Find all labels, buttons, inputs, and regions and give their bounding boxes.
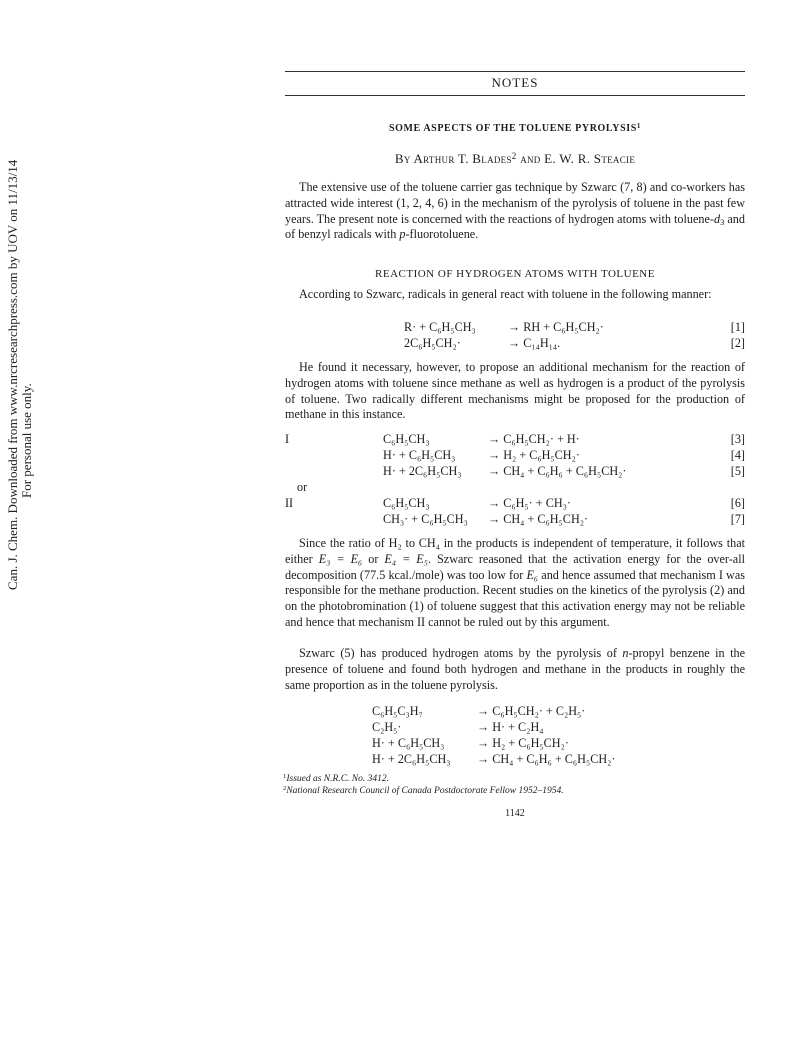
mech1-row3-number: [5] [730,464,745,478]
author-by: By [394,151,414,166]
p4-e2: E₄ = E₅ [384,551,428,566]
eq2-number: [2] [730,336,745,350]
eq1-number: [1] [730,320,745,334]
eq1-left: R· + C₆H₅CH₃ [404,320,476,334]
footnote-2 [283,785,564,797]
p4-text-b: . Szwarc reasoned that the activation energy for the over-all decomposition (77.5 kcal./mole) was too low for [285,551,745,582]
mech3-row4-right: → CH₄ + C₆H₆ + C₆H₅CH₂· [477,752,616,766]
mechanism-1-label: I [285,432,290,446]
mechanism-2-label: II [285,496,294,510]
intro-d: d [713,211,721,226]
paragraph-3 [285,360,745,423]
mech1-row1-left: C₆H₅CH₃ [383,432,430,446]
mech1-row2-right: → H₂ + C₆H₅CH₂· [488,448,580,462]
mech2-row1-right: → C₆H₅· + CH₃· [488,496,571,510]
mech3-row4-left: H· + 2C₆H₅CH₃ [372,752,451,766]
mech2-row2-right: → CH₄ + C₆H₅CH₂· [488,512,589,526]
mech2-row1-number: [6] [730,496,745,510]
mech1-row3-left: H· + 2C₆H₅CH₃ [383,464,462,478]
p5-text-a: Szwarc (5) has produced hydrogen atoms by the pyrolysis of [299,646,623,660]
download-stamp-line2: For personal use only. [19,383,34,498]
header-rule-bottom [285,95,745,96]
paragraph-2-text: According to Szwarc, radicals in general react with toluene in the following manner: [299,287,712,301]
eq2-left: 2C₆H₅CH₂· [404,336,461,350]
mech1-row2-left: H· + C₆H₅CH₃ [383,448,456,462]
paragraph-5 [285,646,745,693]
p4-e3: E₆ [526,567,539,582]
mech1-row1-right: → C₆H₅CH₂· + H· [488,432,580,446]
page-number: 1142 [505,808,525,819]
p5-n: n [622,646,629,660]
mech2-row1-left: C₆H₅CH₃ [383,496,430,510]
article-authors [285,151,745,167]
footnote-1-mark: 1 [283,773,287,781]
mech2-row2-number: [7] [730,512,745,526]
author-and: and [516,151,545,166]
title-footnote-ref: 1 [636,121,642,130]
paragraph-4 [285,536,745,631]
paragraph-2 [285,287,745,303]
intro-text-b: and of benzyl radicals with [285,211,745,242]
download-stamp [5,159,20,591]
section-label: NOTES [491,75,539,90]
footnote-2-text: National Research Council of Canada Postdoctorate Fellow 1952–1954. [286,786,564,796]
p5-text-b: -propyl benzene in the presence of toluene and found both hydrogen and methane in the products in roughly the same proportion as in the toluene pyrolysis. [285,646,746,692]
intro-d-sub: 3 [720,216,725,227]
mech1-row2-number: [4] [730,448,745,462]
mech3-row2-left: C₂H₅· [372,720,402,734]
footnote-1 [283,773,389,785]
or-label: or [297,480,308,494]
download-stamp-line1: Can. J. Chem. Downloaded from www.nrcresearchpress.com by UOV on 11/13/14 [5,159,20,590]
intro-p: p [399,227,406,242]
author-1: Arthur T. Blades [413,151,512,166]
mech3-row3-right: → H₂ + C₆H₅CH₂· [477,736,569,750]
author-2: E. W. R. Steacie [544,151,636,166]
intro-paragraph [285,180,745,243]
mech1-row1-number: [3] [730,432,745,446]
article-title-text: SOME ASPECTS OF THE TOLUENE PYROLYSIS [388,123,637,134]
mech3-row3-left: H· + C₆H₅CH₃ [372,736,445,750]
eq2-right: → C₁₄H₁₄. [508,336,561,350]
p4-text-a: Since the ratio of H₂ to CH₄ in the products is independent of temperature, it follows that either [285,536,745,566]
mech3-row2-right: → H· + C₂H₄ [477,720,544,734]
intro-text-a: The extensive use of the toluene carrier gas technique by Szwarc (7, 8) and co-workers has attracted wide interest (1, 2, 4, 6) in the mechanism of the pyrolysis of toluene in the past few years. The present note is concerned with the reactions of hydrogen atoms with toluene- [285,180,745,226]
p4-e1: E₃ = E₆ [318,551,363,566]
mech3-row1-right: → C₆H₅CH₂· + C₂H₅· [477,704,586,718]
footnote-2-mark: 2 [283,785,287,793]
download-stamp-2 [19,383,34,499]
p4-or: or [362,551,385,566]
author-1-ref: 2 [511,150,517,161]
mech2-row2-left: CH₃· + C₆H₅CH₃ [383,512,468,526]
article-title [285,123,745,134]
mech3-row1-left: C₆H₅C₃H₇ [372,704,423,718]
mech1-row3-right: → CH₄ + C₆H₆ + C₆H₅CH₂· [488,464,627,478]
p4-text-c: and hence assumed that mechanism I was responsible for the methane production. Recent studies on the kinetics of the pyrolysis (2) and on the photobromination (1) of toluene suggest that this activation energy may not be reliable and hence that mechanism II cannot be ruled out by this argument. [285,567,746,629]
footnote-1-text: Issued as N.R.C. No. 3412. [286,774,389,784]
paragraph-3-text: He found it necessary, however, to propose an additional mechanism for the reaction of hydrogen atoms with toluene since methane as well as hydrogen is a product of the pyrolysis of toluene. Two radically different mechanisms might be proposed for the production of methane in this instance. [285,360,745,422]
intro-text-c: -fluorotoluene. [405,227,479,242]
header-rule-top [285,71,745,72]
section-heading: REACTION OF HYDROGEN ATOMS WITH TOLUENE [375,268,655,280]
eq1-right: → RH + C₆H₅CH₂· [508,320,604,334]
